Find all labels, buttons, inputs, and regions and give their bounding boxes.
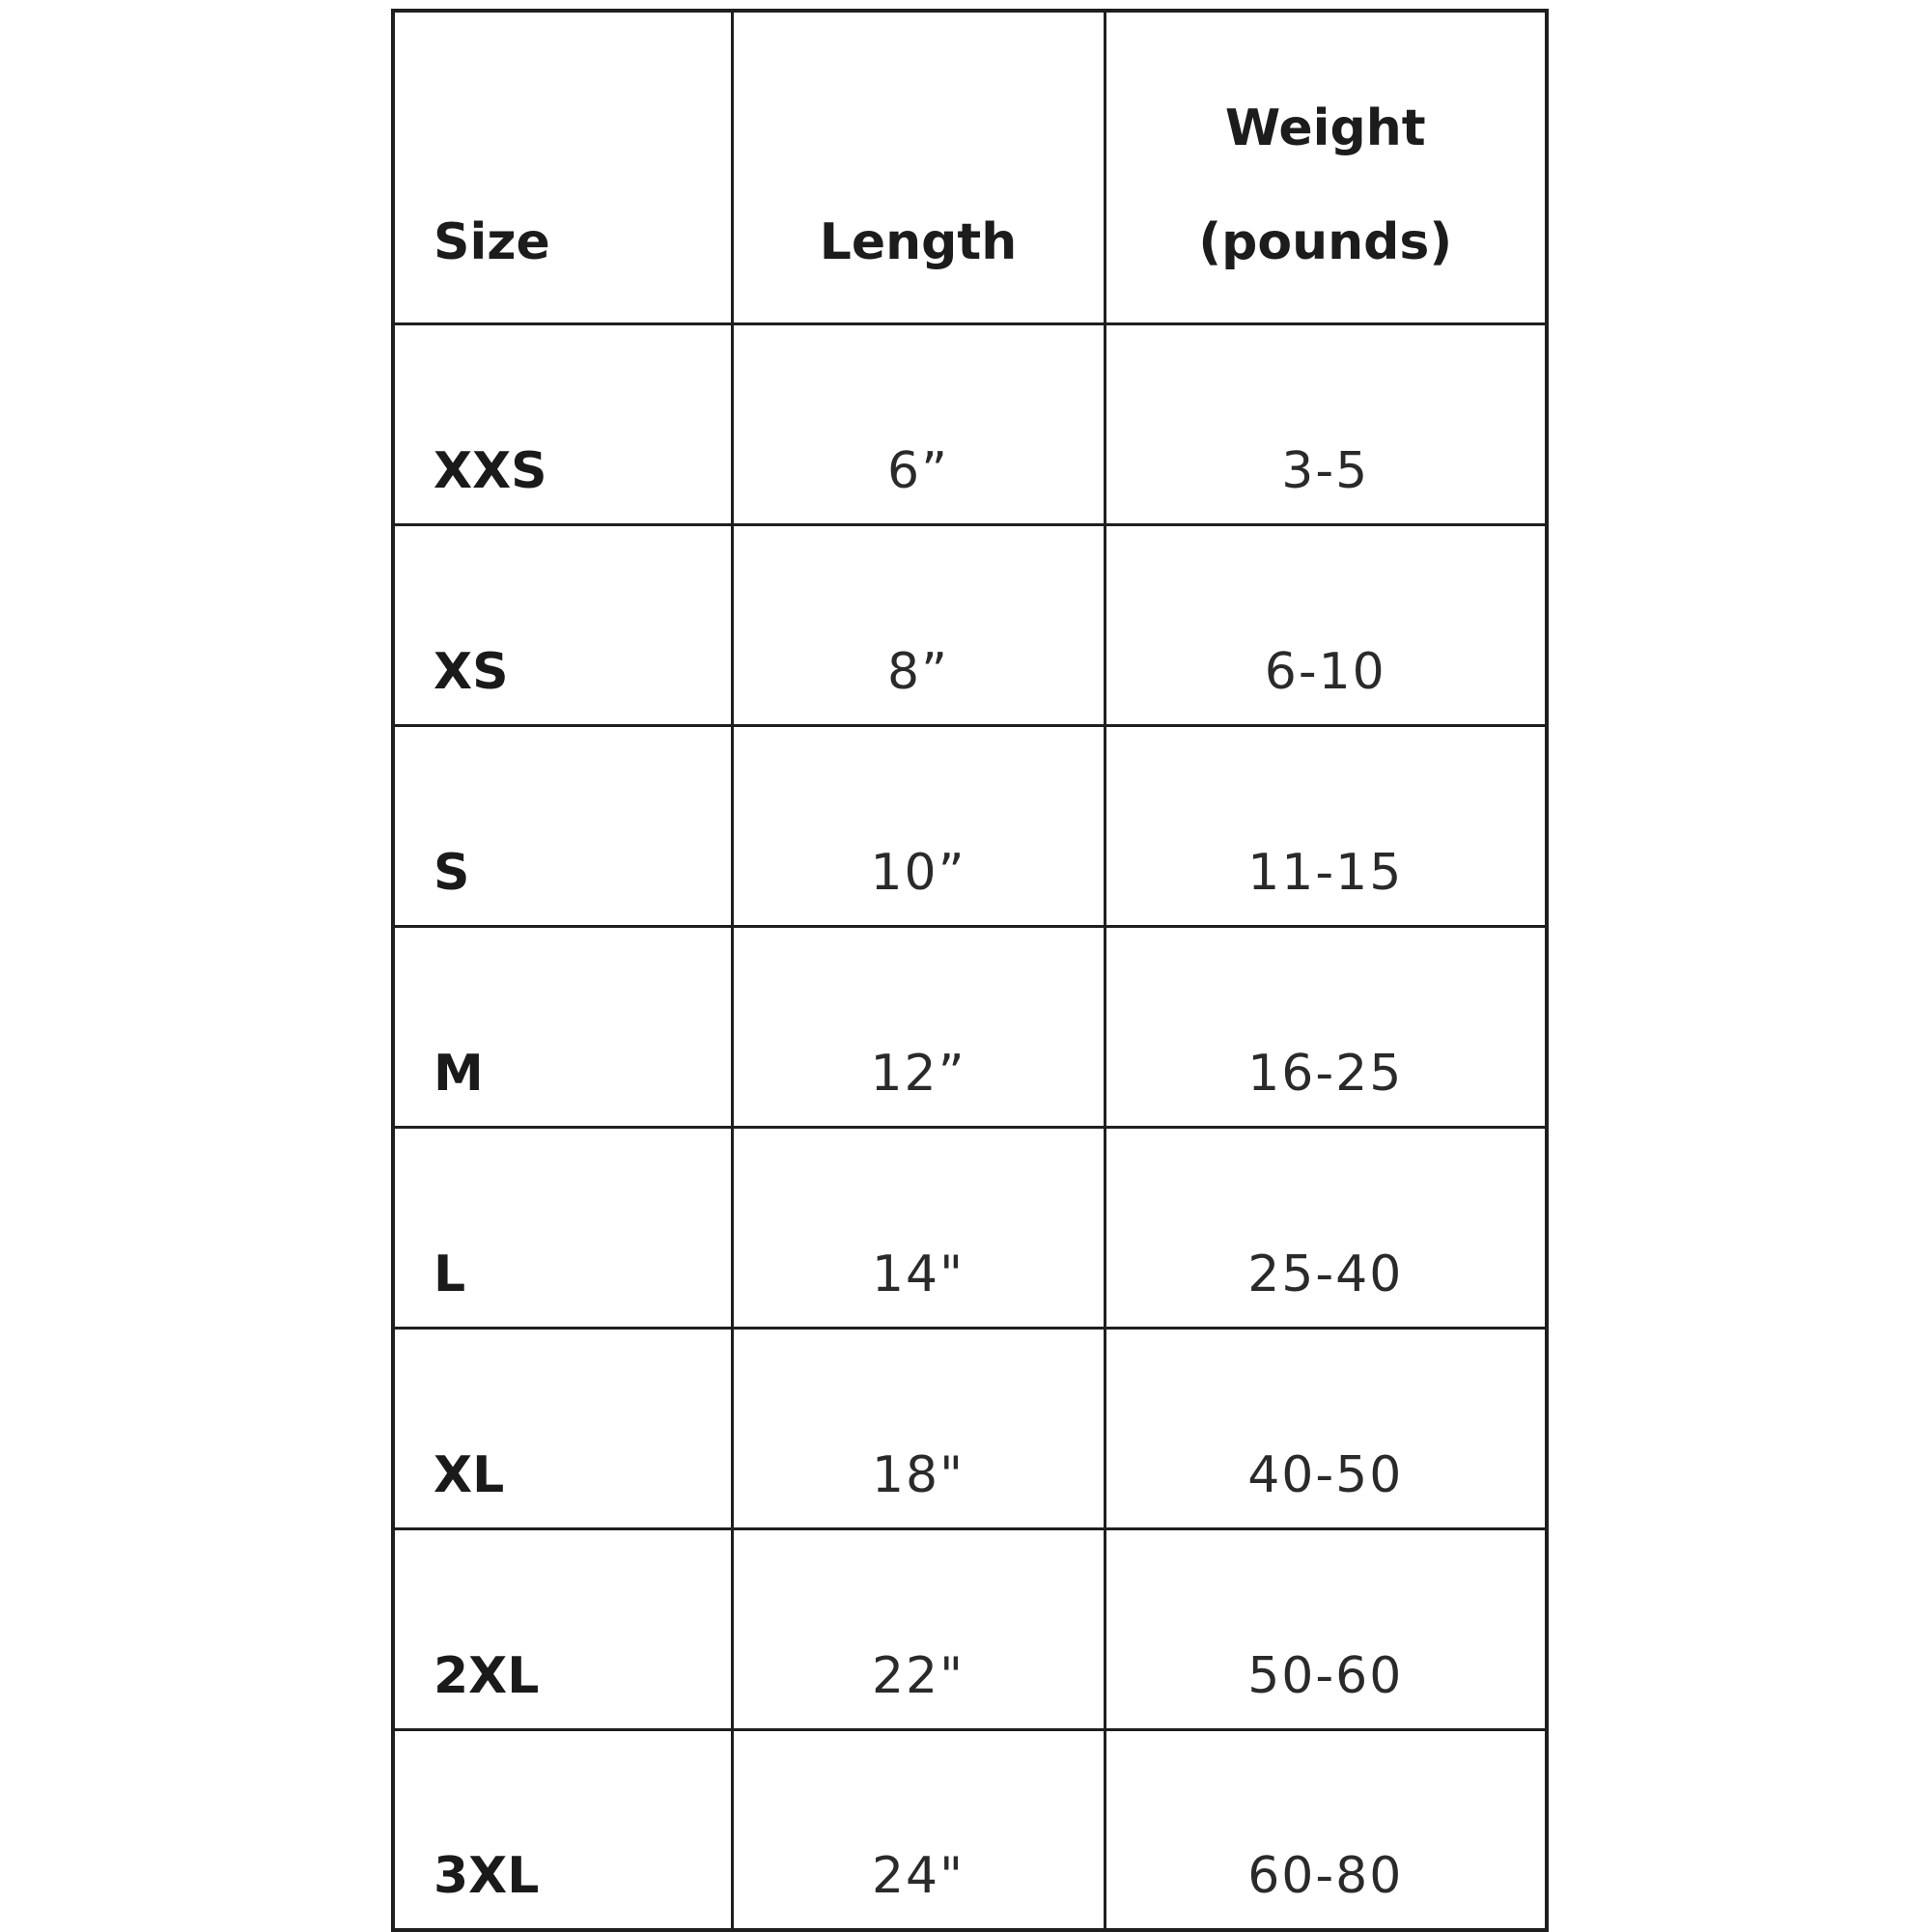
cell-size: 3XL <box>393 1729 732 1930</box>
cell-size: M <box>393 926 732 1127</box>
cell-length: 24" <box>732 1729 1105 1930</box>
cell-length: 18" <box>732 1328 1105 1528</box>
header-size: Size <box>393 11 732 323</box>
table-row <box>393 1528 1547 1729</box>
table-header-row <box>393 11 1547 323</box>
table-row <box>393 926 1547 1127</box>
cell-length: 10” <box>732 725 1105 926</box>
cell-weight: 16-25 <box>1105 926 1547 1127</box>
cell-weight: 3-5 <box>1105 323 1547 524</box>
cell-length: 14" <box>732 1127 1105 1328</box>
cell-weight: 6-10 <box>1105 524 1547 725</box>
cell-length: 12” <box>732 926 1105 1127</box>
header-weight-label: Weight <box>1224 98 1426 157</box>
cell-size: L <box>393 1127 732 1328</box>
cell-size: 2XL <box>393 1528 732 1729</box>
cell-size: XXS <box>393 323 732 524</box>
cell-weight: 11-15 <box>1105 725 1547 926</box>
table-row <box>393 1729 1547 1930</box>
cell-weight: 40-50 <box>1105 1328 1547 1528</box>
cell-size: XL <box>393 1328 732 1528</box>
cell-length: 22" <box>732 1528 1105 1729</box>
cell-length: 8” <box>732 524 1105 725</box>
header-length: Length <box>732 11 1105 323</box>
table-row <box>393 1127 1547 1328</box>
cell-weight: 50-60 <box>1105 1528 1547 1729</box>
header-weight <box>1105 11 1547 323</box>
table-row <box>393 524 1547 725</box>
size-chart-table <box>391 9 1549 1932</box>
table-row <box>393 725 1547 926</box>
cell-weight: 25-40 <box>1105 1127 1547 1328</box>
cell-length: 6” <box>732 323 1105 524</box>
table-row <box>393 323 1547 524</box>
cell-weight: 60-80 <box>1105 1729 1547 1930</box>
cell-size: S <box>393 725 732 926</box>
header-weight-unit: (pounds) <box>1198 212 1453 271</box>
table-row <box>393 1328 1547 1528</box>
cell-size: XS <box>393 524 732 725</box>
